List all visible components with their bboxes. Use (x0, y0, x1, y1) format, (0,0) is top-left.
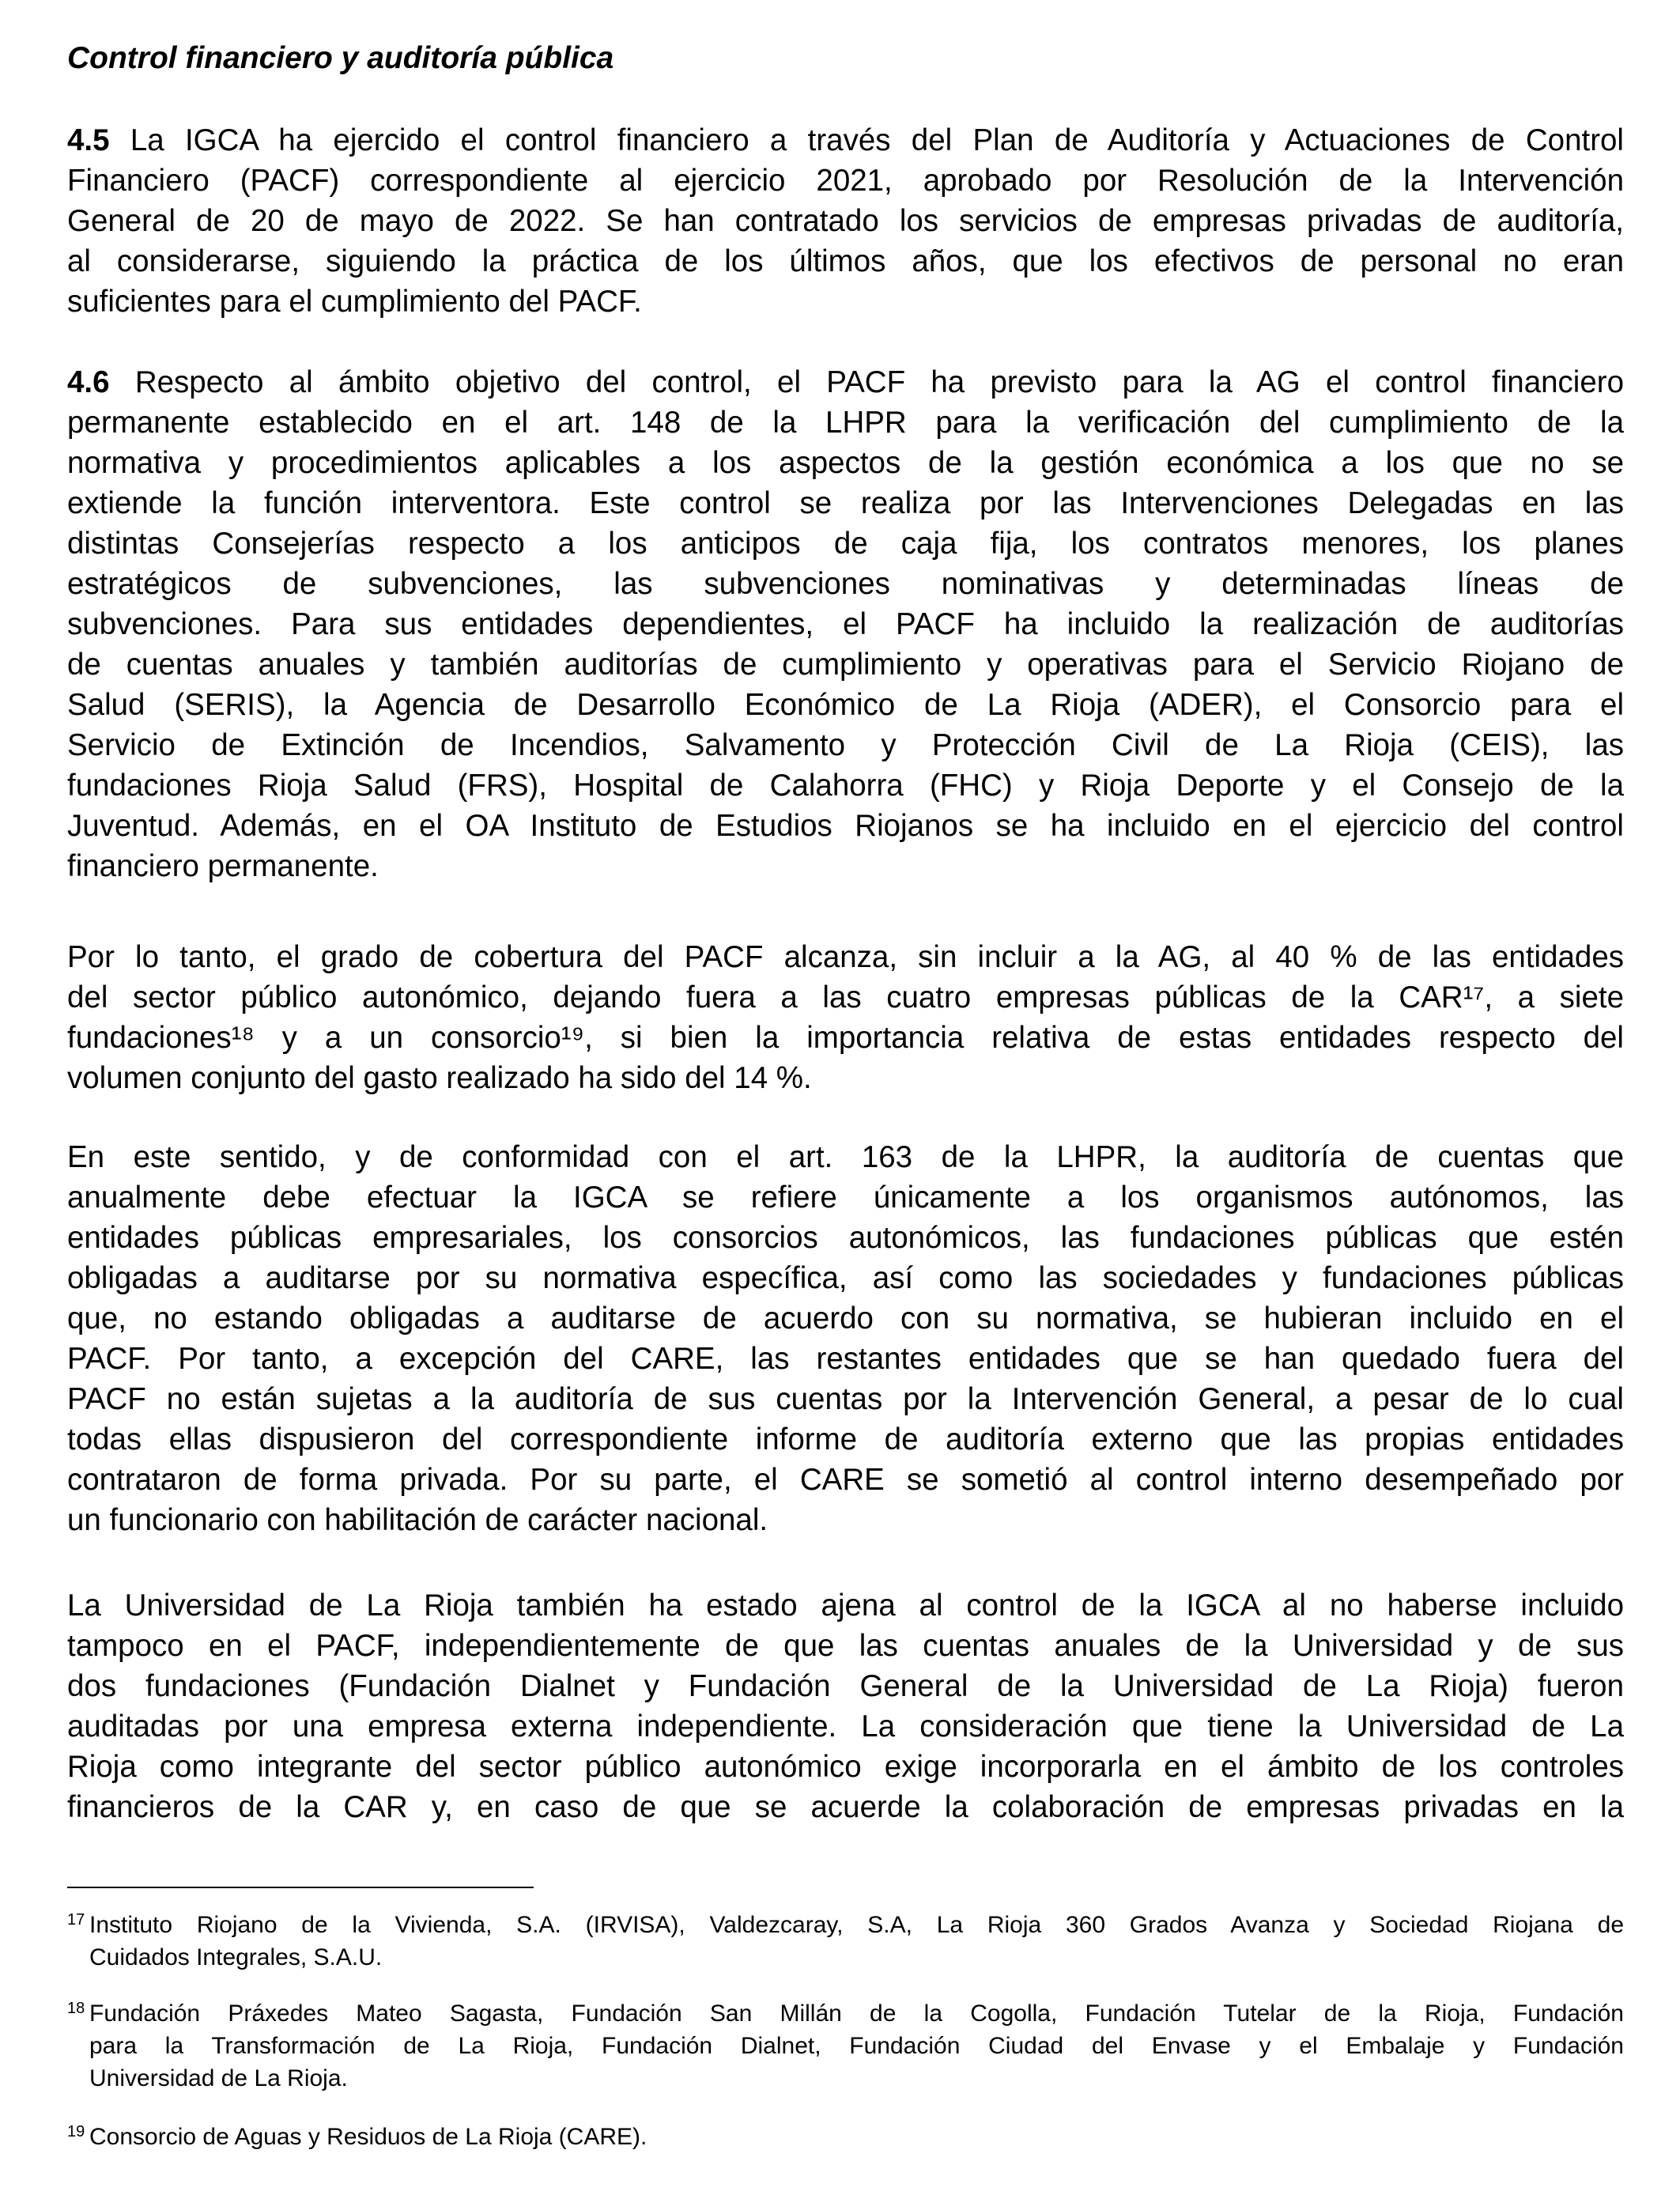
text-line: obligadas a auditarse por su normativa específica, así como las sociedades y fundaciones públicas (67, 1261, 1624, 1295)
text-line: del sector público autonómico, dejando fuera a las cuatro empresas públicas de la CAR¹⁷, a siete (67, 980, 1624, 1014)
text-line: contrataron de forma privada. Por su parte, el CARE se sometió al control interno desempeñado por (67, 1463, 1624, 1497)
text-line: Juventud. Además, en el OA Instituto de Estudios Riojanos se ha incluido en el ejercicio del control (67, 809, 1624, 843)
text-line: un funcionario con habilitación de carácter nacional. (67, 1503, 768, 1537)
text-line: financieros de la CAR y, en caso de que se acuerde la colaboración de empresas privadas en la (67, 1790, 1624, 1824)
text-line: PACF no están sujetas a la auditoría de sus cuentas por la Intervención General, a pesar de lo cual (67, 1382, 1624, 1416)
paragraph-audit-scope (67, 1137, 1624, 1540)
footnote-17 (67, 1909, 1624, 1974)
footnote-line: para la Transformación de La Rioja, Fundación Dialnet, Fundación Ciudad del Envase y el Embalaje y Fundación (89, 2033, 1624, 2059)
text-line: suficientes para el cumplimiento del PACF. (67, 285, 642, 319)
text-line: volumen conjunto del gasto realizado ha sido del 14 %. (67, 1061, 812, 1095)
text-line: auditadas por una empresa externa independiente. La consideración que tiene la Universidad de La (67, 1710, 1624, 1744)
text-span: Instituto Riojano de la Vivienda, S.A. (IRVISA), Valdezcaray, S.A, La Rioja 360 Grados Avanza y Sociedad Riojana de (89, 1912, 1624, 1938)
text-line: Rioja como integrante del sector público autonómico exige incorporarla en el ámbito de los controles (67, 1750, 1624, 1784)
paragraph-number: 4.6 (67, 365, 110, 399)
paragraph-4-6 (67, 362, 1624, 886)
text-line: dos fundaciones (Fundación Dialnet y Fundación General de la Universidad de La Rioja) fueron (67, 1669, 1624, 1703)
text-line: extiende la función interventora. Este control se realiza por las Intervenciones Delegadas en las (67, 486, 1624, 520)
footnote-number: 17 (67, 1911, 85, 1929)
text-line: La Universidad de La Rioja también ha estado ajena al control de la IGCA al no haberse incluido (67, 1589, 1624, 1623)
paragraph-university (67, 1585, 1624, 1827)
text-line: fundaciones¹⁸ y a un consorcio¹⁹, si bien la importancia relativa de estas entidades respecto del (67, 1021, 1624, 1055)
text-line: Financiero (PACF) correspondiente al ejercicio 2021, aprobado por Resolución de la Intervención (67, 164, 1624, 198)
text-line: PACF. Por tanto, a excepción del CARE, las restantes entidades que se han quedado fuera del (67, 1342, 1624, 1376)
footnote-line (67, 1909, 1624, 1941)
text-line: General de 20 de mayo de 2022. Se han contratado los servicios de empresas privadas de auditoría, (67, 204, 1624, 238)
text-line: que, no estando obligadas a auditarse de acuerdo con su normativa, se hubieran incluido en el (67, 1302, 1624, 1336)
text-line: financiero permanente. (67, 849, 379, 883)
paragraph-4-5 (67, 120, 1624, 322)
text-line: normativa y procedimientos aplicables a los aspectos de la gestión económica a los que no se (67, 446, 1624, 480)
footnote-line: Cuidados Integrales, S.A.U. (89, 1944, 383, 1970)
text-line: todas ellas dispusieron del correspondiente informe de auditoría externo que las propias entidades (67, 1422, 1624, 1456)
text-line: al considerarse, siguiendo la práctica de los últimos años, que los efectivos de personal no eran (67, 244, 1624, 278)
paragraph-number: 4.5 (67, 123, 110, 157)
text-line (67, 120, 1624, 161)
text-line: Por lo tanto, el grado de cobertura del PACF alcanza, sin incluir a la AG, al 40 % de las entidades (67, 940, 1624, 974)
text-line (67, 362, 1624, 402)
text-line: permanente establecido en el art. 148 de la LHPR para la verificación del cumplimiento de la (67, 406, 1624, 440)
footnote-line (67, 2121, 1624, 2153)
paragraph-coverage (67, 937, 1624, 1098)
text-line: En este sentido, y de conformidad con el art. 163 de la LHPR, la auditoría de cuentas que (67, 1140, 1624, 1174)
text-span: La IGCA ha ejercido el control financiero a través del Plan de Auditoría y Actuaciones de Control (109, 123, 1624, 157)
footnote-19 (67, 2121, 1624, 2153)
text-line: fundaciones Rioja Salud (FRS), Hospital de Calahorra (FHC) y Rioja Deporte y el Consejo de la (67, 769, 1624, 803)
footnote-line (67, 1997, 1624, 2030)
section-title: Control financiero y auditoría pública (67, 41, 614, 75)
text-line: de cuentas anuales y también auditorías de cumplimiento y operativas para el Servicio Riojano de (67, 648, 1624, 682)
footnote-line: Universidad de La Rioja. (89, 2065, 348, 2091)
text-span: Consorcio de Aguas y Residuos de La Rioja (CARE). (89, 2124, 647, 2150)
text-span: Respecto al ámbito objetivo del control, el PACF ha previsto para la AG el control financiero (109, 365, 1624, 399)
text-span: Fundación Práxedes Mateo Sagasta, Fundación San Millán de la Cogolla, Fundación Tutelar de la Rioja, Fundación (89, 2000, 1624, 2027)
footnote-separator (67, 1887, 534, 1888)
text-line: estratégicos de subvenciones, las subvenciones nominativas y determinadas líneas de (67, 567, 1624, 601)
text-line: subvenciones. Para sus entidades dependientes, el PACF ha incluido la realización de auditorías (67, 607, 1624, 641)
text-line: Servicio de Extinción de Incendios, Salvamento y Protección Civil de La Rioja (CEIS), las (67, 728, 1624, 762)
text-line: distintas Consejerías respecto a los anticipos de caja fija, los contratos menores, los planes (67, 527, 1624, 561)
text-line: entidades públicas empresariales, los consorcios autonómicos, las fundaciones públicas que estén (67, 1221, 1624, 1255)
footnote-number: 18 (67, 2000, 85, 2017)
footnote-18 (67, 1997, 1624, 2095)
text-line: tampoco en el PACF, independientemente de que las cuentas anuales de la Universidad y de sus (67, 1629, 1624, 1663)
text-line: Salud (SERIS), la Agencia de Desarrollo Económico de La Rioja (ADER), el Consorcio para el (67, 688, 1624, 722)
text-line: anualmente debe efectuar la IGCA se refiere únicamente a los organismos autónomos, las (67, 1181, 1624, 1215)
footnote-number: 19 (67, 2123, 85, 2140)
